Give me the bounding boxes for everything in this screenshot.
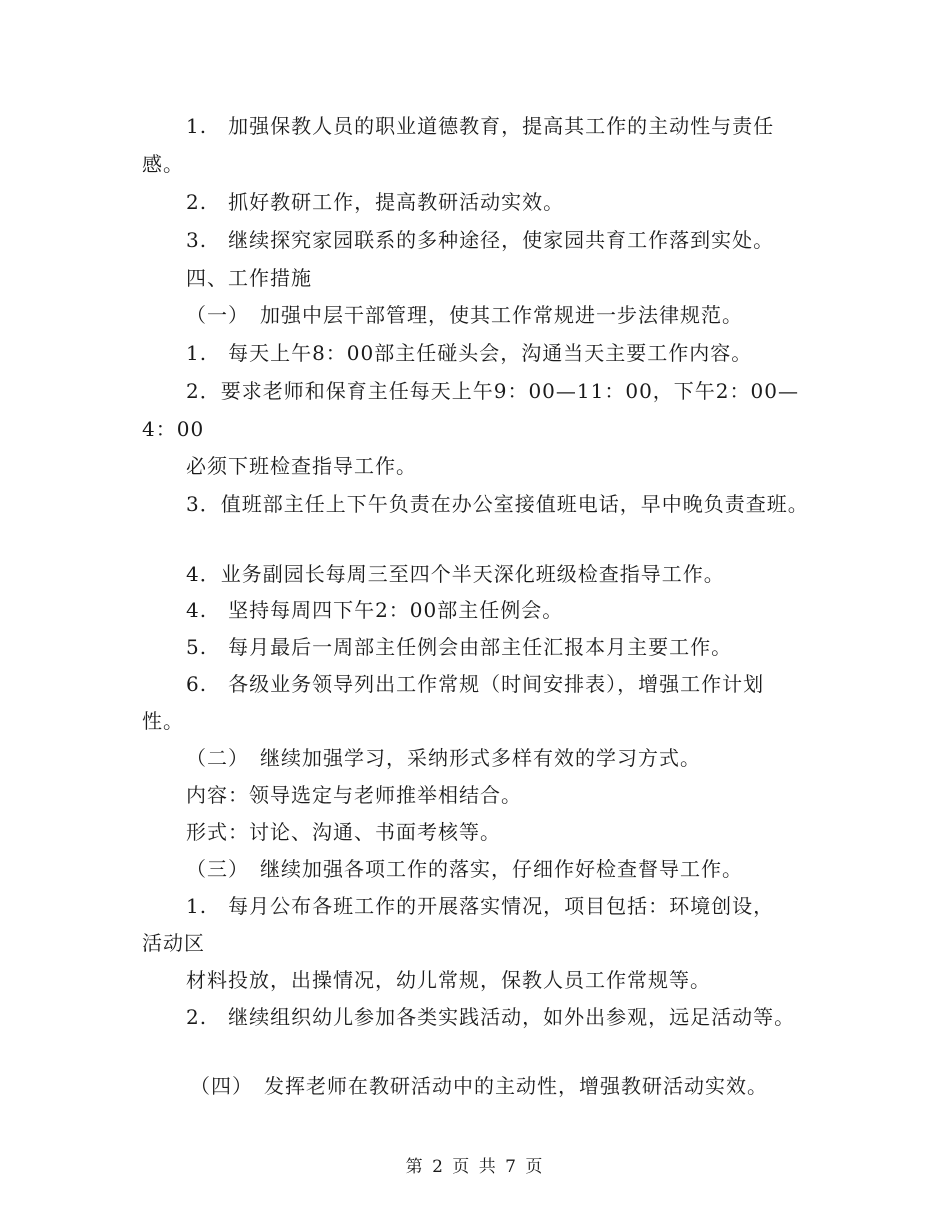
paragraph-line: 6. 各级业务领导列出工作常规（时间安排表），增强工作计划 [186, 672, 765, 696]
page-number: 第 2 页 共 7 页 [405, 1157, 545, 1177]
paragraph-line: 4：00 [142, 417, 205, 441]
paragraph-line: 内容：领导选定与老师推举相结合。 [186, 783, 522, 807]
subsection-heading: （一） 加强中层干部管理，使其工作常规进一步法律规范。 [186, 303, 743, 327]
paragraph-line: 3. 继续探究家园联系的多种途径，使家园共育工作落到实处。 [186, 228, 775, 252]
paragraph-line: 活动区 [142, 931, 205, 955]
paragraph-line: 4. 坚持每周四下午2：00部主任例会。 [186, 598, 564, 622]
paragraph-line: 2. 继续组织幼儿参加各类实践活动，如外出参观，远足活动等。 [186, 1005, 796, 1029]
paragraph-line: 1. 每月公布各班工作的开展落实情况，项目包括：环境创设， [186, 894, 775, 918]
paragraph-line: 5. 每月最后一周部主任例会由部主任汇报本月主要工作。 [186, 635, 733, 659]
subsection-heading: （二） 继续加强学习，采纳形式多样有效的学习方式。 [186, 746, 701, 770]
section-heading: 四、工作措施 [186, 266, 312, 290]
paragraph-line: 2. 抓好教研工作，提高教研活动实效。 [186, 190, 565, 214]
paragraph-line: 1. 每天上午8：00部主任碰头会，沟通当天主要工作内容。 [186, 341, 753, 365]
subsection-heading: （三） 继续加强各项工作的落实，仔细作好检查督导工作。 [186, 857, 743, 881]
paragraph-line: 感。 [142, 152, 184, 176]
paragraph-line: 必须下班检查指导工作。 [186, 454, 417, 478]
paragraph-line: 形式：讨论、沟通、书面考核等。 [186, 820, 501, 844]
paragraph-line: 材料投放，出操情况，幼儿常规，保教人员工作常规等。 [186, 968, 711, 992]
paragraph-line: 3．值班部主任上下午负责在办公室接值班电话，早中晚负责查班。 [186, 492, 809, 516]
paragraph-line: 性。 [142, 709, 184, 733]
paragraph-line: 1. 加强保教人员的职业道德教育，提高其工作的主动性与责任 [186, 114, 775, 138]
subsection-heading: （四） 发挥老师在教研活动中的主动性，增强教研活动实效。 [190, 1074, 768, 1098]
paragraph-line: 4．业务副园长每周三至四个半天深化班级检查指导工作。 [186, 562, 725, 586]
paragraph-line: 2．要求老师和保育主任每天上午9：00—11：00，下午2：00— [186, 379, 799, 403]
